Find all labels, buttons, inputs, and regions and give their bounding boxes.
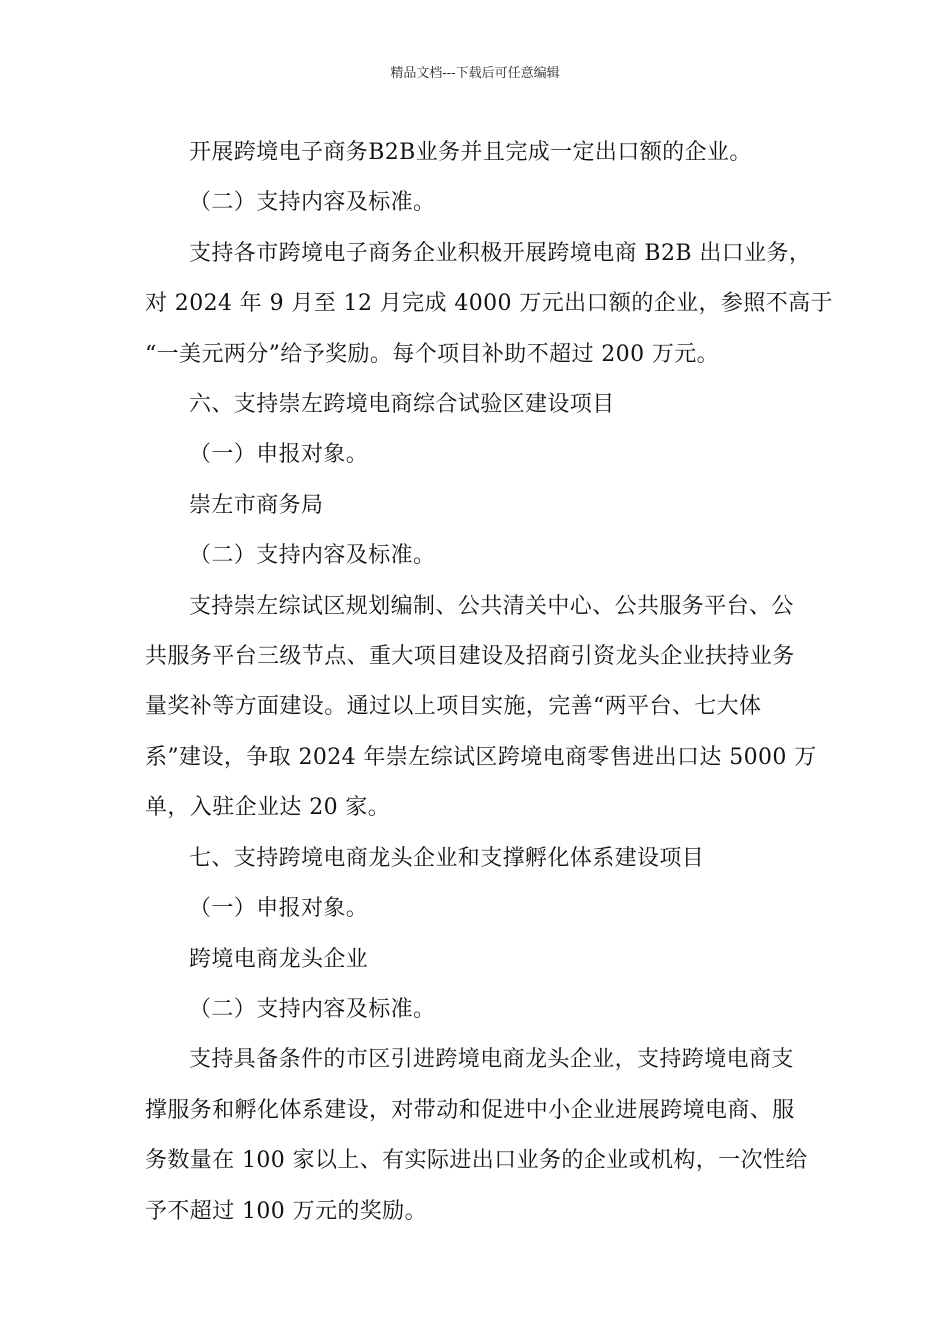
text-line: 崇左市商务局 xyxy=(189,492,324,518)
text-line: 撑服务和孵化体系建设，对带动和促进中小企业进展跨境电商、服 xyxy=(145,1097,795,1123)
text-line: 支持崇左综试区规划编制、公共清关中心、公共服务平台、公 xyxy=(189,593,794,619)
section-heading: 六、支持崇左跨境电商综合试验区建设项目 xyxy=(189,392,615,418)
subsection-heading: （二）支持内容及标准。 xyxy=(189,996,436,1022)
text-line: 务数量在 100 家以上、有实际进出口业务的企业或机构，一次性给 xyxy=(145,1148,808,1174)
subsection-heading: （一）申报对象。 xyxy=(189,896,369,922)
text-line: “一美元两分”给予奖励。每个项目补助不超过 200 万元。 xyxy=(145,341,720,367)
text-line: 单，入驻企业达 20 家。 xyxy=(145,795,391,821)
subsection-heading: （二）支持内容及标准。 xyxy=(189,543,436,569)
subsection-heading: （一）申报对象。 xyxy=(189,442,369,468)
text-line: 支持各市跨境电子商务企业积极开展跨境电商 B2B 出口业务， xyxy=(189,240,812,266)
page-header: 精品文档---下载后可任意编辑 xyxy=(390,66,560,81)
document-body xyxy=(145,128,833,1237)
text-line: 支持具备条件的市区引进跨境电商龙头企业，支持跨境电商支 xyxy=(189,1047,794,1073)
section-heading: 七、支持跨境电商龙头企业和支撑孵化体系建设项目 xyxy=(189,845,705,871)
text-line: 予不超过 100 万元的奖励。 xyxy=(145,1198,427,1224)
text-line: 共服务平台三级节点、重大项目建设及招商引资龙头企业扶持业务 xyxy=(145,644,795,670)
text-line: 跨境电商龙头企业 xyxy=(189,946,369,972)
text-line: 量奖补等方面建设。通过以上项目实施，完善“两平台、七大体 xyxy=(145,694,762,720)
text-line: 系”建设，争取 2024 年崇左综试区跨境电商零售进出口达 5000 万 xyxy=(145,744,817,770)
text-line: 开展跨境电子商务B2B业务并且完成一定出口额的企业。 xyxy=(189,140,752,165)
text-line: （二）支持内容及标准。 xyxy=(189,190,436,216)
text-line: 对 2024 年 9 月至 12 月完成 4000 万元出口额的企业，参照不高于 xyxy=(145,291,833,317)
